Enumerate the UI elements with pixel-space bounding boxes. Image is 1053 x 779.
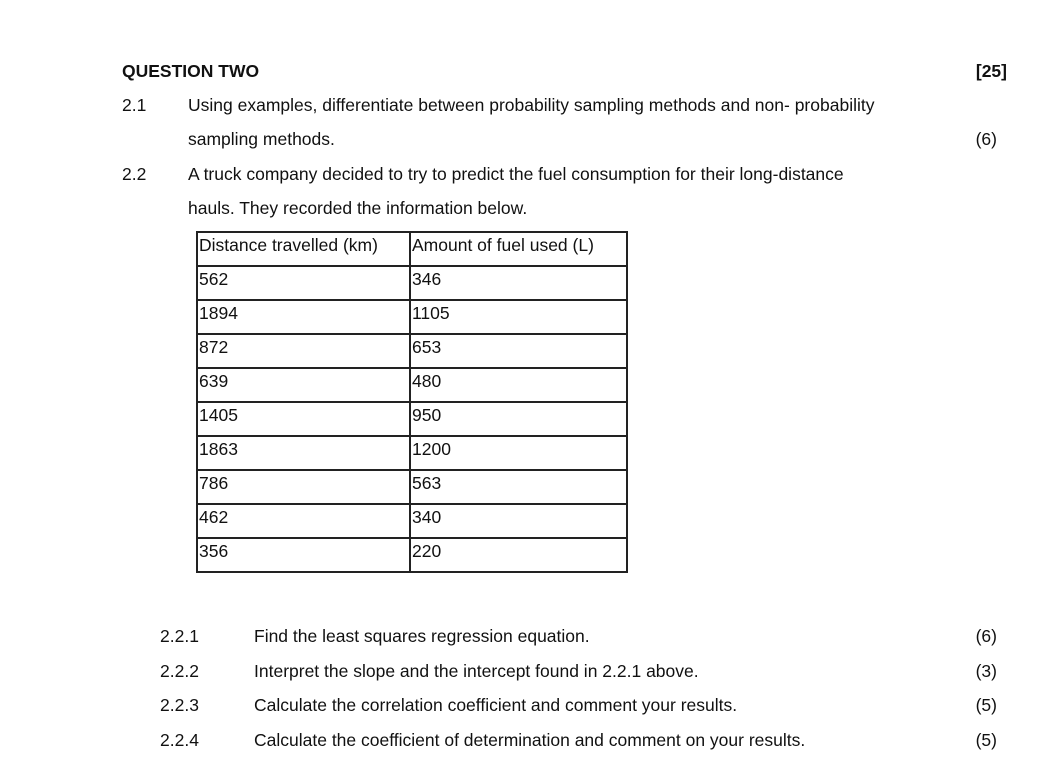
table-row — [197, 436, 627, 470]
table-row — [197, 300, 627, 334]
question-heading: QUESTION TWO — [122, 61, 260, 81]
table-cell: 872 — [197, 334, 410, 368]
table-cell: 1863 — [197, 436, 410, 470]
q2-1-marks: (6) — [975, 129, 997, 149]
table-cell: 786 — [197, 470, 410, 504]
table-cell: 639 — [197, 368, 410, 402]
table-cell: 950 — [410, 402, 627, 436]
table-header-row — [197, 232, 627, 266]
table-cell: 340 — [410, 504, 627, 538]
subquestion-number: 2.2.1 — [160, 626, 199, 646]
table-cell: 653 — [410, 334, 627, 368]
q2-1-number: 2.1 — [122, 95, 147, 115]
table-cell: 220 — [410, 538, 627, 572]
table-header: Distance travelled (km) — [197, 232, 410, 266]
table-cell: 1200 — [410, 436, 627, 470]
table-cell: 480 — [410, 368, 627, 402]
table-cell: 562 — [197, 266, 410, 300]
data-table — [196, 231, 628, 573]
table-cell: 1894 — [197, 300, 410, 334]
table-header: Amount of fuel used (L) — [410, 232, 627, 266]
subquestion-marks: (6) — [975, 626, 997, 646]
q2-2-text-line1: A truck company decided to try to predict the fuel consumption for their long-distance — [188, 164, 844, 184]
subquestion-marks: (3) — [975, 661, 997, 681]
table-row — [197, 402, 627, 436]
table-row — [197, 538, 627, 572]
table-row — [197, 504, 627, 538]
table-row — [197, 266, 627, 300]
subquestion-text: Find the least squares regression equation. — [254, 626, 590, 646]
q2-2-text-line2: hauls. They recorded the information below. — [188, 198, 528, 218]
subquestion-marks: (5) — [975, 695, 997, 715]
subquestion-marks: (5) — [975, 730, 997, 750]
subquestion-text: Calculate the coefficient of determination and comment on your results. — [254, 730, 806, 750]
q2-1-text-line2: sampling methods. — [188, 129, 335, 149]
subquestion-text: Calculate the correlation coefficient and comment your results. — [254, 695, 738, 715]
table-cell: 462 — [197, 504, 410, 538]
table-cell: 356 — [197, 538, 410, 572]
subquestion-number: 2.2.2 — [160, 661, 199, 681]
total-marks: [25] — [975, 61, 1007, 81]
table-row — [197, 368, 627, 402]
table-cell: 563 — [410, 470, 627, 504]
subquestion-number: 2.2.3 — [160, 695, 199, 715]
subquestion-number: 2.2.4 — [160, 730, 199, 750]
table-cell: 1105 — [410, 300, 627, 334]
table-cell: 346 — [410, 266, 627, 300]
table-row — [197, 334, 627, 368]
subquestion-text: Interpret the slope and the intercept found in 2.2.1 above. — [254, 661, 699, 681]
q2-1-text-line1: Using examples, differentiate between probability sampling methods and non- probability — [188, 95, 875, 115]
table-cell: 1405 — [197, 402, 410, 436]
table-row — [197, 470, 627, 504]
q2-2-number: 2.2 — [122, 164, 147, 184]
